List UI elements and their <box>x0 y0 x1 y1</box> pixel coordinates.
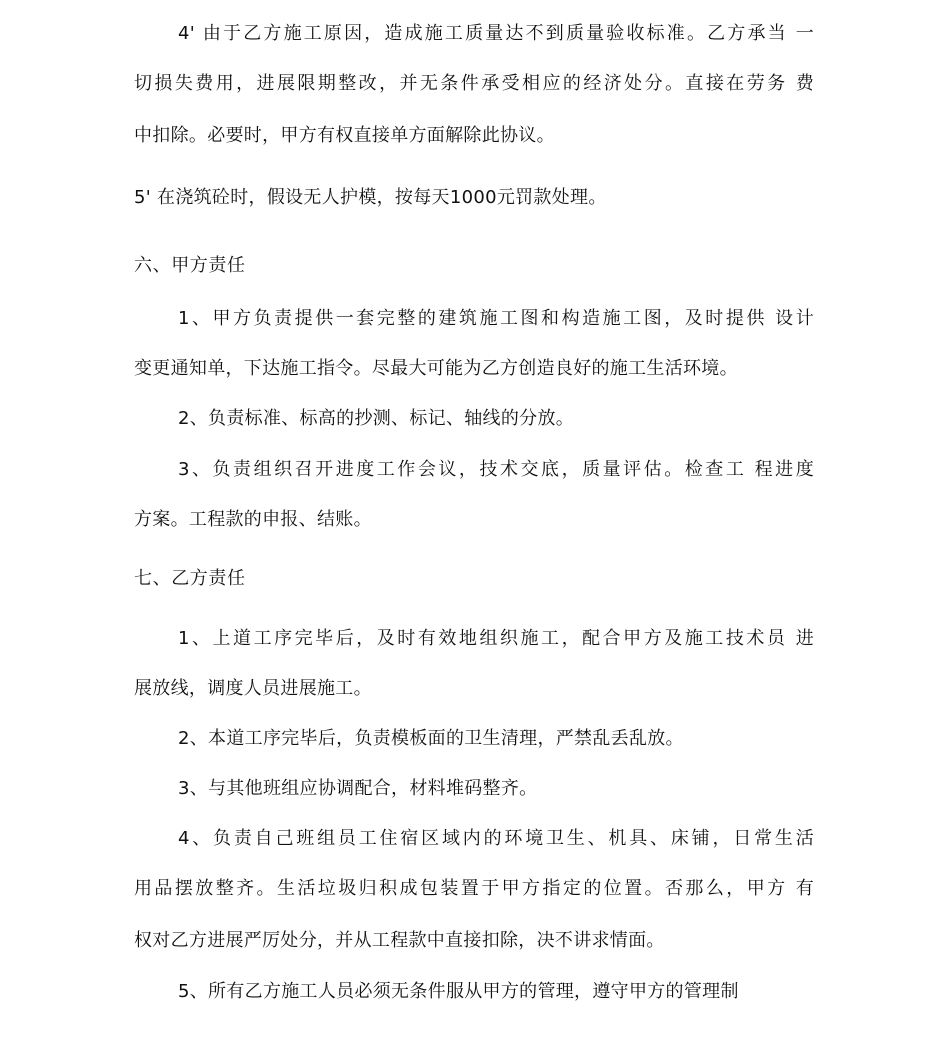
party-b-item-1-line-1: 1、上道工序完毕后，及时有效地组织施工，配合甲方及施工技术员 进 <box>178 628 814 649</box>
party-a-item-1-line-1: 1、甲方负责提供一套完整的建筑施工图和构造施工图，及时提供 设计 <box>178 308 814 329</box>
party-b-item-1-line-2: 展放线，调度人员进展施工。 <box>134 678 372 699</box>
party-b-item-4-line-3: 权对乙方进展严厉处分，并从工程款中直接扣除，决不讲求情面。 <box>134 930 665 951</box>
paragraph-4-line-2: 切损失费用，进展限期整改，并无条件承受相应的经济处分。直接在劳务 费 <box>134 73 814 94</box>
party-b-item-4-line-2: 用品摆放整齐。生活垃圾归积成包装置于甲方指定的位置。否那么，甲方 有 <box>134 878 814 899</box>
section-heading-party-a: 六、甲方责任 <box>134 255 246 276</box>
party-a-item-3-line-1: 3、负责组织召开进度工作会议，技术交底，质量评估。检查工 程进度 <box>178 459 814 480</box>
party-b-item-2: 2、本道工序完毕后，负责模板面的卫生清理，严禁乱丢乱放。 <box>178 728 684 749</box>
party-a-item-1-line-2: 变更通知单，下达施工指令。尽最大可能为乙方创造良好的施工生活环境。 <box>134 358 738 379</box>
paragraph-4-line-3: 中扣除。必要时，甲方有权直接单方面解除此协议。 <box>134 125 555 146</box>
party-b-item-3: 3、与其他班组应协调配合，材料堆码整齐。 <box>178 778 538 799</box>
party-b-item-4-line-1: 4、负责自己班组员工住宿区域内的环境卫生、机具、床铺，日常生活 <box>178 828 814 849</box>
section-heading-party-b: 七、乙方责任 <box>134 568 246 589</box>
party-a-item-3-line-2: 方案。工程款的申报、结账。 <box>134 509 372 530</box>
party-b-item-5-line-1: 5、所有乙方施工人员必须无条件服从甲方的管理，遵守甲方的管理制 <box>178 981 739 1002</box>
paragraph-4-line-1: 4' 由于乙方施工原因，造成施工质量达不到质量验收标准。乙方承当 一 <box>178 23 814 44</box>
paragraph-5-line-1: 5' 在浇筑砼时，假设无人护模，按每天1000元罚款处理。 <box>134 187 607 208</box>
party-a-item-2: 2、负责标准、标高的抄测、标记、轴线的分放。 <box>178 408 575 429</box>
